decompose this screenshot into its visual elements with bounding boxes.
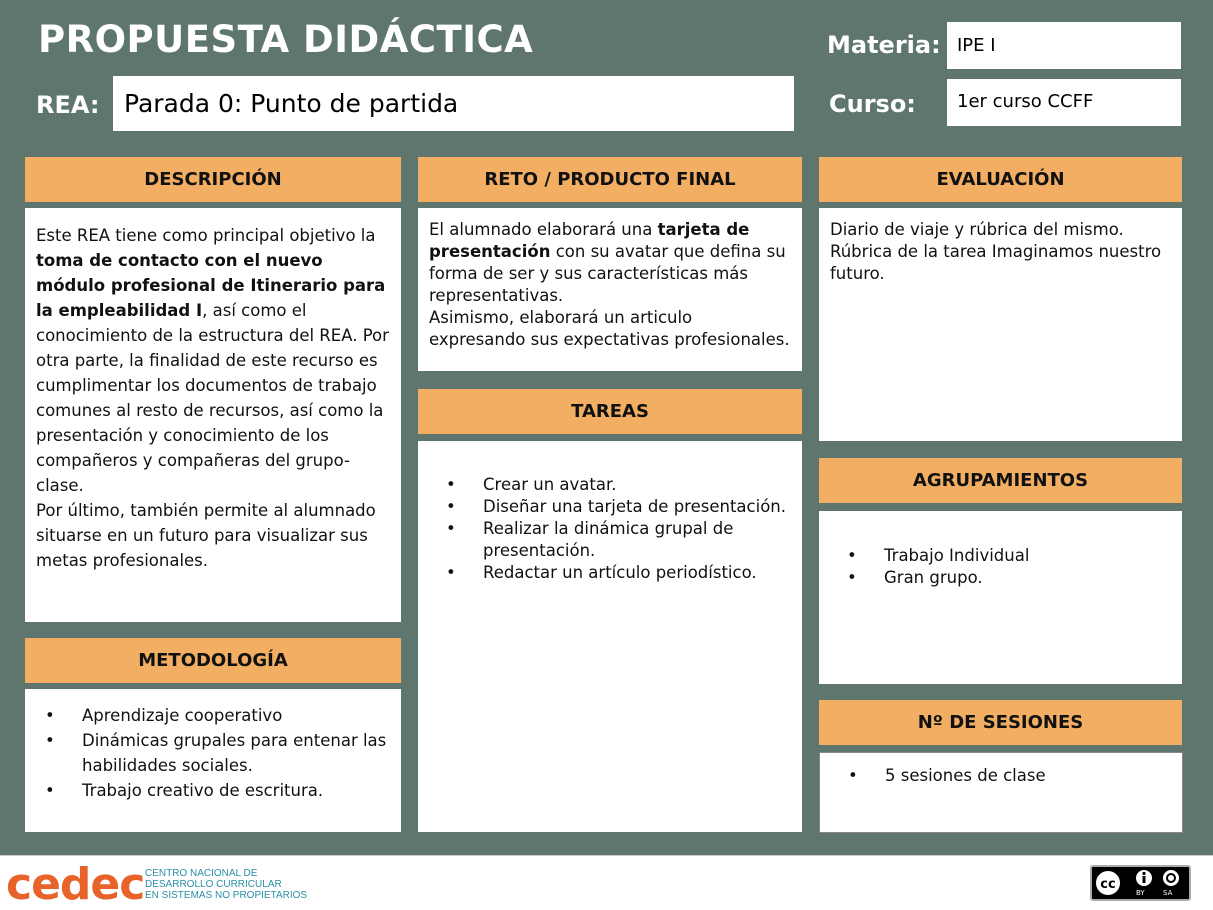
cc-by-label: BY bbox=[1136, 889, 1145, 897]
cedec-logo-text bbox=[145, 868, 307, 901]
agrupamientos-list bbox=[827, 545, 1172, 589]
reto-text-rest: con su avatar que defina su forma de ser y sus características más representativas. bbox=[429, 242, 786, 305]
cedec-line-1: CENTRO NACIONAL DE bbox=[145, 868, 258, 879]
metodologia-list bbox=[25, 703, 391, 803]
sesiones-box bbox=[819, 752, 1183, 833]
descripcion-text-rest: , así como el conocimiento de la estructura del REA. Por otra parte, la finalidad de este recurso es cumplimentar los documentos de trabajo comunes al resto de recursos, así como la presentación y conocimiento de los compañeros y compañeras del grupo-clase. bbox=[36, 301, 389, 495]
list-item: • Aprendizaje cooperativo bbox=[25, 703, 391, 728]
reto-bold: tarjeta de presentación bbox=[429, 220, 750, 261]
cc-license-badge[interactable] bbox=[1090, 865, 1191, 901]
sesiones-list bbox=[828, 765, 1172, 787]
curso-label: Curso: bbox=[829, 90, 916, 118]
rea-field[interactable]: Parada 0: Punto de partida bbox=[113, 76, 794, 131]
materia-label: Materia: bbox=[827, 31, 941, 59]
metodologia-heading: METODOLOGÍA bbox=[25, 638, 401, 683]
list-item: • Diseñar una tarjeta de presentación. bbox=[426, 496, 792, 518]
tareas-list bbox=[426, 474, 792, 584]
page-title: PROPUESTA DIDÁCTICA bbox=[38, 18, 534, 61]
materia-field[interactable]: IPE I bbox=[947, 22, 1181, 69]
descripcion-text-2: Por último, también permite al alumnado situarse en un futuro para visualizar sus metas profesionales. bbox=[36, 501, 376, 570]
reto-text-2: Asimismo, elaborará un articulo expresando sus expectativas profesionales. bbox=[429, 308, 790, 349]
list-item: • Redactar un artículo periodístico. bbox=[426, 562, 792, 584]
rea-label: REA: bbox=[36, 91, 100, 119]
cedec-line-2: DESARROLLO CURRICULAR bbox=[145, 879, 282, 890]
descripcion-box bbox=[25, 208, 401, 622]
svg-text:cc: cc bbox=[1100, 877, 1116, 892]
evaluacion-box bbox=[819, 208, 1182, 441]
evaluacion-heading: EVALUACIÓN bbox=[819, 157, 1182, 202]
tareas-heading: TAREAS bbox=[418, 389, 802, 434]
evaluacion-text: Diario de viaje y rúbrica del mismo. Rúbrica de la tarea Imaginamos nuestro futuro. bbox=[830, 220, 1162, 283]
descripcion-text: Este REA tiene como principal objetivo la bbox=[36, 226, 376, 245]
list-item: • Realizar la dinámica grupal de presentación. bbox=[426, 518, 792, 562]
reto-text: El alumnado elaborará una bbox=[429, 220, 658, 239]
cedec-line-3: EN SISTEMAS NO PROPIETARIOS bbox=[145, 890, 308, 901]
descripcion-bold: toma de contacto con el nuevo módulo profesional de Itinerario para la empleabilidad I bbox=[36, 251, 386, 320]
list-item: • Gran grupo. bbox=[827, 567, 1172, 589]
descripcion-heading: DESCRIPCIÓN bbox=[25, 157, 401, 202]
list-item: • Crear un avatar. bbox=[426, 474, 792, 496]
reto-heading: RETO / PRODUCTO FINAL bbox=[418, 157, 802, 202]
list-item: • Dinámicas grupales para entenar las habilidades sociales. bbox=[25, 728, 391, 778]
list-item: • Trabajo creativo de escritura. bbox=[25, 778, 391, 803]
metodologia-box bbox=[25, 689, 401, 832]
cedec-logo-word[interactable]: cedec bbox=[6, 859, 145, 910]
tareas-box bbox=[418, 441, 802, 832]
reto-box bbox=[418, 208, 802, 371]
list-item: • 5 sesiones de clase bbox=[828, 765, 1172, 787]
agrupamientos-box bbox=[819, 511, 1182, 684]
footer bbox=[0, 855, 1213, 910]
list-item: • Trabajo Individual bbox=[827, 545, 1172, 567]
sesiones-heading: Nº DE SESIONES bbox=[819, 700, 1182, 745]
agrupamientos-heading: AGRUPAMIENTOS bbox=[819, 458, 1182, 503]
curso-field[interactable]: 1er curso CCFF bbox=[947, 79, 1181, 126]
cc-sa-label: SA bbox=[1163, 889, 1173, 897]
